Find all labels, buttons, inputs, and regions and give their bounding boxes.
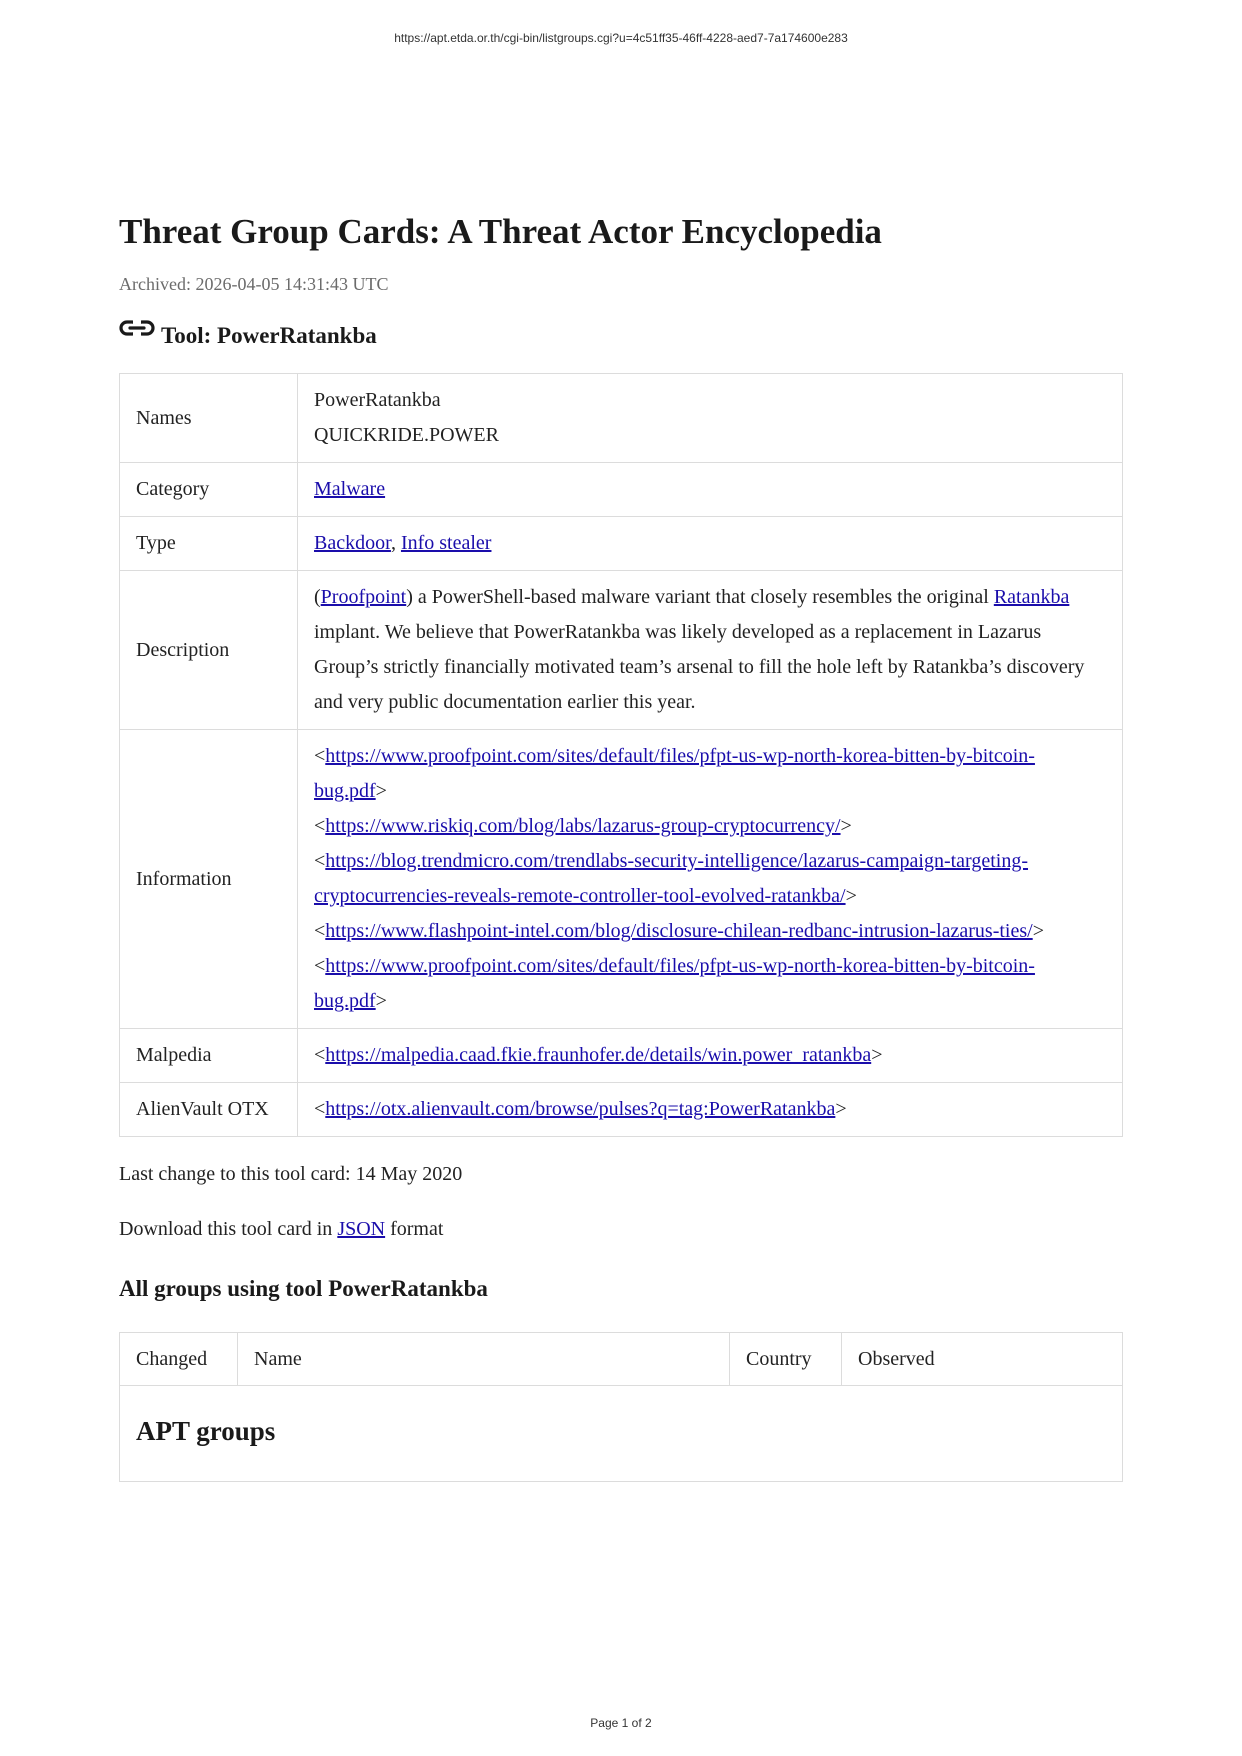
otx-row xyxy=(120,1083,1123,1137)
link-icon[interactable] xyxy=(119,315,155,341)
information-row xyxy=(120,730,1123,1029)
name-item: PowerRatankba xyxy=(314,389,441,411)
page-number: Page 1 of 2 xyxy=(590,1716,652,1730)
information-item: <https://www.proofpoint.com/sites/default/files/pfpt-us-wp-north-korea-bitten-by-bitcoin-bug.pdf> xyxy=(314,955,1035,1012)
information-link[interactable]: https://www.proofpoint.com/sites/default/files/pfpt-us-wp-north-korea-bitten-by-bitcoin-bug.pdf xyxy=(314,745,1035,802)
description-value xyxy=(298,571,1123,730)
page-title: Threat Group Cards: A Threat Actor Encyclopedia xyxy=(119,212,882,251)
page-url-header: https://apt.etda.or.th/cgi-bin/listgroups.cgi?u=4c51ff35-46ff-4228-aed7-7a174600e283 xyxy=(394,31,848,45)
otx-label: AlienVault OTX xyxy=(120,1083,298,1137)
category-row xyxy=(120,463,1123,517)
information-label: Information xyxy=(120,730,298,1029)
column-header-changed[interactable]: Changed xyxy=(120,1333,238,1386)
category-link[interactable]: Malware xyxy=(314,478,386,500)
names-value xyxy=(298,374,1123,463)
description-source-link[interactable]: Proofpoint xyxy=(320,586,407,608)
otx-link[interactable]: https://otx.alienvault.com/browse/pulses?q=tag:PowerRatankba xyxy=(325,1098,836,1120)
information-item: <https://www.riskiq.com/blog/labs/lazarus-group-cryptocurrency/> xyxy=(314,815,852,837)
column-header-country[interactable]: Country xyxy=(730,1333,842,1386)
page-content xyxy=(119,210,1123,1482)
download-after: format xyxy=(385,1218,444,1240)
description-text-1: ) a PowerShell-based malware variant that closely resembles the original xyxy=(406,586,994,608)
information-value xyxy=(298,730,1123,1029)
apt-groups-section xyxy=(120,1386,1123,1482)
tool-heading-text: Tool: PowerRatankba xyxy=(161,323,377,348)
type-value xyxy=(298,517,1123,571)
download-text xyxy=(119,1214,1123,1244)
malpedia-link[interactable]: https://malpedia.caad.fkie.fraunhofer.de/details/win.power_ratankba xyxy=(325,1044,872,1066)
malpedia-row xyxy=(120,1029,1123,1083)
last-change-text: Last change to this tool card: 14 May 2020 xyxy=(119,1163,463,1185)
information-link[interactable]: https://www.flashpoint-intel.com/blog/disclosure-chilean-redbanc-intrusion-lazarus-ties/ xyxy=(325,920,1033,942)
description-row xyxy=(120,571,1123,730)
groups-section-row xyxy=(120,1386,1123,1482)
type-label: Type xyxy=(120,517,298,571)
category-value xyxy=(298,463,1123,517)
information-link[interactable]: https://www.proofpoint.com/sites/default/files/pfpt-us-wp-north-korea-bitten-by-bitcoin-bug.pdf xyxy=(314,955,1035,1012)
names-label: Names xyxy=(120,374,298,463)
tool-card-table xyxy=(119,373,1123,1137)
information-item: <https://www.proofpoint.com/sites/default/files/pfpt-us-wp-north-korea-bitten-by-bitcoin-bug.pdf> xyxy=(314,745,1035,802)
description-text-2: implant. We believe that PowerRatankba was likely developed as a replacement in Lazarus Group’s strictly financially motivated team’s arsenal to fill the hole left by Ratankba’s discovery and very public documentation earlier this year. xyxy=(314,621,1085,713)
otx-value: <https://otx.alienvault.com/browse/pulses?q=tag:PowerRatankba> xyxy=(298,1083,1123,1137)
type-separator: , xyxy=(390,532,401,554)
information-link[interactable]: https://blog.trendmicro.com/trendlabs-security-intelligence/lazarus-campaign-targeting-cryptocurrencies-reveals-remote-controller-tool-evolved-ratankba/ xyxy=(314,850,1029,907)
archived-timestamp: Archived: 2026-04-05 14:31:43 UTC xyxy=(119,274,389,294)
information-item: <https://blog.trendmicro.com/trendlabs-security-intelligence/lazarus-campaign-targeting-cryptocurrencies-reveals-remote-controller-tool-evolved-ratankba/> xyxy=(314,850,1029,907)
apt-groups-heading: APT groups xyxy=(136,1416,276,1446)
malpedia-label: Malpedia xyxy=(120,1029,298,1083)
column-header-name[interactable]: Name xyxy=(238,1333,730,1386)
groups-table xyxy=(119,1332,1123,1482)
type-link-backdoor[interactable]: Backdoor xyxy=(314,532,391,554)
category-label: Category xyxy=(120,463,298,517)
names-row xyxy=(120,374,1123,463)
description-label: Description xyxy=(120,571,298,730)
malpedia-value: <https://malpedia.caad.fkie.fraunhofer.de/details/win.power_ratankba> xyxy=(298,1029,1123,1083)
tool-heading xyxy=(119,323,1123,349)
json-download-link[interactable]: JSON xyxy=(337,1218,386,1240)
description-open-paren: ( xyxy=(314,586,321,608)
column-header-observed[interactable]: Observed xyxy=(842,1333,1123,1386)
type-row xyxy=(120,517,1123,571)
type-link-info-stealer[interactable]: Info stealer xyxy=(400,532,492,554)
description-ratankba-link[interactable]: Ratankba xyxy=(993,586,1070,608)
groups-heading: All groups using tool PowerRatankba xyxy=(119,1276,488,1301)
information-link[interactable]: https://www.riskiq.com/blog/labs/lazarus-group-cryptocurrency/ xyxy=(325,815,841,837)
groups-header-row xyxy=(120,1333,1123,1386)
download-before: Download this tool card in xyxy=(119,1218,338,1240)
name-item: QUICKRIDE.POWER xyxy=(314,424,499,446)
information-item: <https://www.flashpoint-intel.com/blog/disclosure-chilean-redbanc-intrusion-lazarus-ties/> xyxy=(314,920,1044,942)
